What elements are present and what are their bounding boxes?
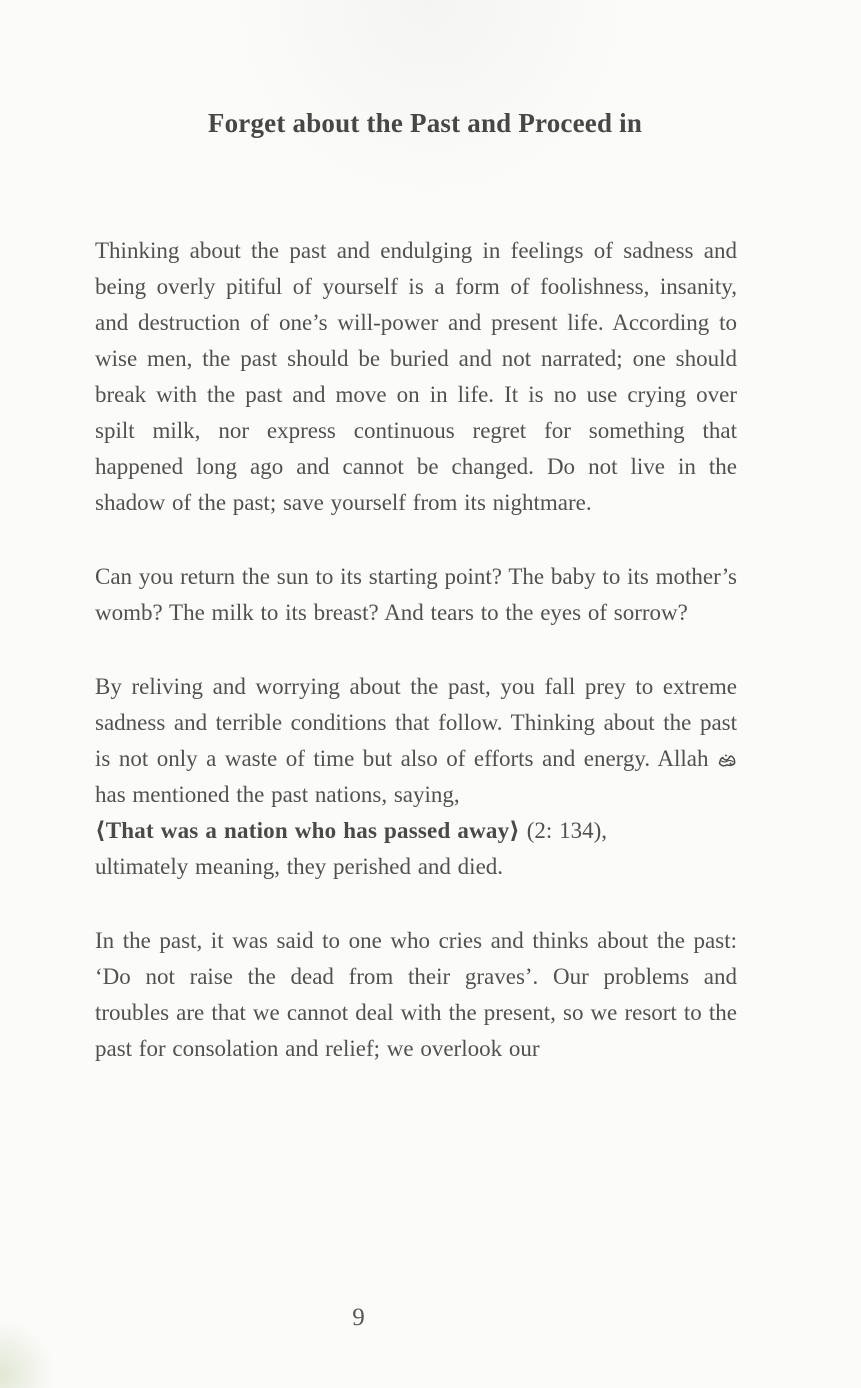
quote-reference: (2: 134), [520,818,607,843]
paragraph-text-before-honorific: By reliving and worrying about the past, you fall prey to extreme sadness and terrible conditions that follow. Thinking about the past is not only a waste of time but also of efforts and energy. Allah [95,674,737,771]
page-number: 9 [352,1304,365,1331]
chapter-title: Forget about the Past and Proceed in [207,108,643,138]
quote-continuation: ultimately meaning, they perished and died. [95,854,504,879]
book-page [0,108,861,1388]
paragraph-text-after-honorific: has mentioned the past nations, saying, [95,782,460,807]
paragraph-rhetorical-questions: Can you return the sun to its starting point? The baby to its mother’s womb? The milk to its breast? And tears to the eyes of sorrow? [95,564,737,625]
quran-quote: ⟨That was a nation who has passed away⟩ [95,818,521,843]
paragraph-thinking-about-past: Thinking about the past and endulging in feelings of sadness and being overly pitiful of yourself is a form of foolishness, insanity, and destruction of one’s will-power and present life. According to wise men, the past should be buried and not narrated; one should break with the past and move on in life. It is no use crying over spilt milk, nor express continuous regret for something that happened long ago and cannot be changed. Do not live in the shadow of the past; save yourself from its nightmare. [95,238,737,515]
paragraph-raise-the-dead: In the past, it was said to one who cries and thinks about the past: ‘Do not raise the dead from their graves’. Our problems and troubles are that we cannot deal with the present, so we resort to the past for consolation and relief; we overlook our [95,928,737,1061]
paragraph-quran-mention [95,669,737,885]
allah-honorific-icon [717,751,737,769]
